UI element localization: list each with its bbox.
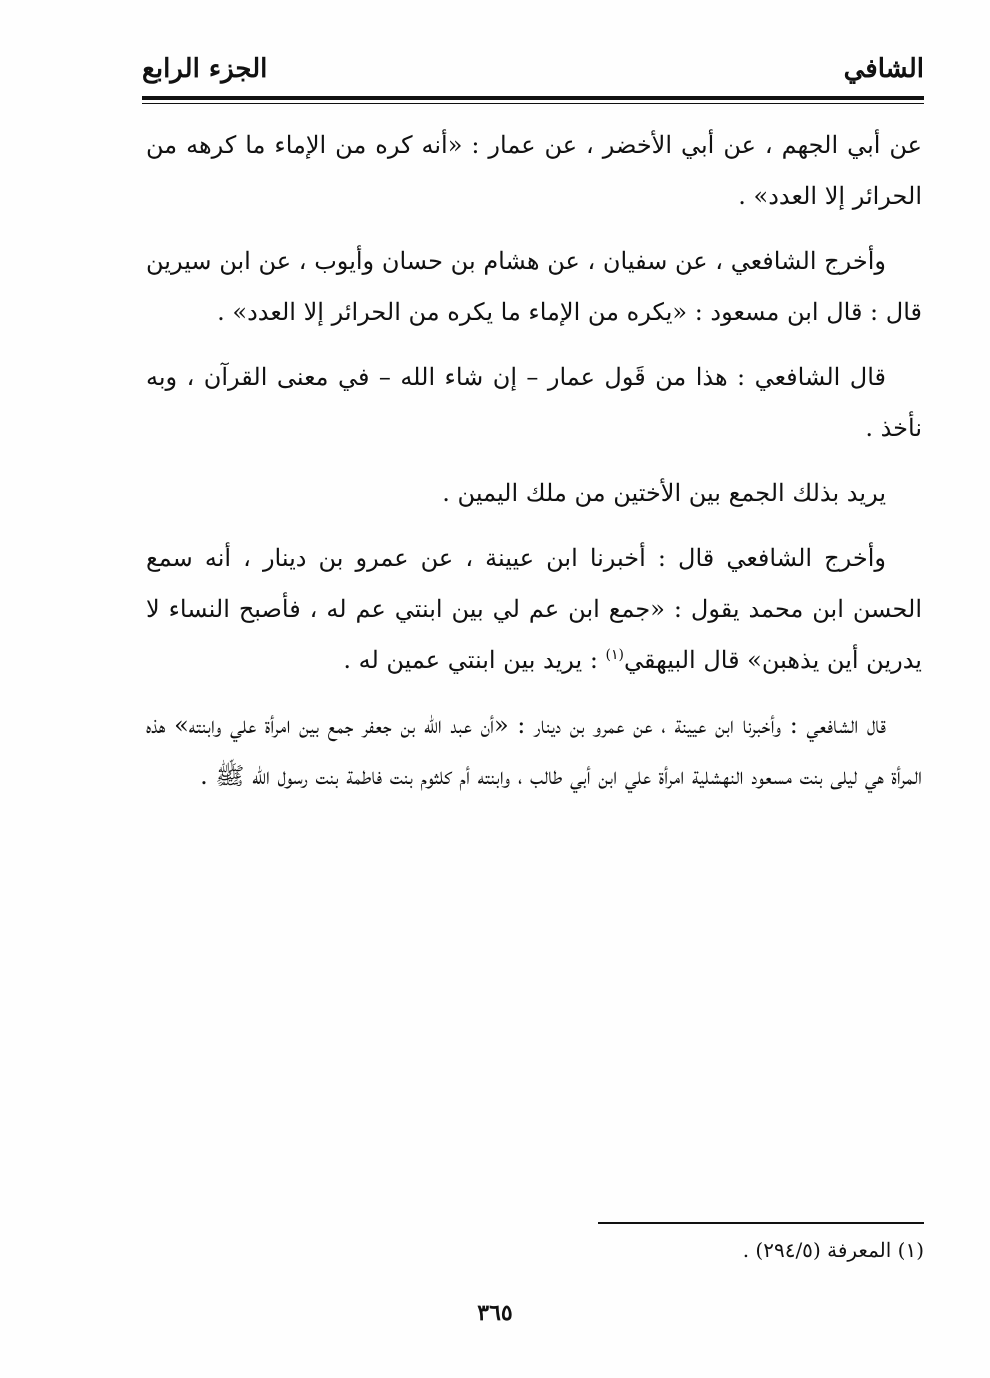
paragraph-5 xyxy=(146,533,922,686)
footnote-rule xyxy=(598,1222,924,1224)
paragraph-5-text: وأخرج الشافعي قال : أخبرنا ابن عيينة ، عن عمرو بن دينار ، أنه سمع الحسن ابن محمد يقول : «جمع ابن عم لي بين ابنتي عم له ، فأصبح النساء لا يدرين أين يذهبن» قال البيهقي xyxy=(146,544,922,674)
paragraph-5-tail: : يريد بين ابنتي عمين له . xyxy=(343,646,606,674)
book-title: الشافي xyxy=(843,54,924,84)
paragraph-2: وأخرج الشافعي ، عن سفيان ، عن هشام بن حسان وأيوب ، عن ابن سيرين قال : قال ابن مسعود : «يكره من الإماء ما يكره من الحرائر إلا العدد» . xyxy=(146,247,922,326)
paragraph-6: قال الشافعي : وأخبرنا ابن عيينة ، عن عمرو بن دينار : «أن عبد الله بن جعفر جمع بين امرأة علي وابنته» هذه المرأة هي ليلى بنت مسعود النهشلية امرأة علي ابن أبي طالب ، وابنته أم كلثوم بنت فاطمة بنت رسول الله ﷺ . xyxy=(146,711,922,790)
header-rule-thin xyxy=(142,103,924,104)
page-number: ٣٦٥ xyxy=(477,1300,513,1326)
running-head xyxy=(142,52,924,94)
main-text xyxy=(146,120,922,816)
header-rule-thick xyxy=(142,96,924,100)
paragraph-1: عن أبي الجهم ، عن أبي الأخضر ، عن عمار : «أنه كره من الإماء ما كرهه من الحرائر إلا العدد» . xyxy=(146,131,922,210)
volume-label: الجزء الرابع xyxy=(142,54,268,84)
paragraph-3: قال الشافعي : هذا من قَول عمار – إن شاء الله – في معنى القرآن ، وبه نأخذ . xyxy=(146,363,922,442)
footnote-reference[interactable]: (١) xyxy=(605,647,625,663)
paragraph-4: يريد بذلك الجمع بين الأختين من ملك اليمين . xyxy=(442,479,886,507)
footnote: (١) المعرفة (٢٩٤/٥) . xyxy=(742,1238,924,1262)
